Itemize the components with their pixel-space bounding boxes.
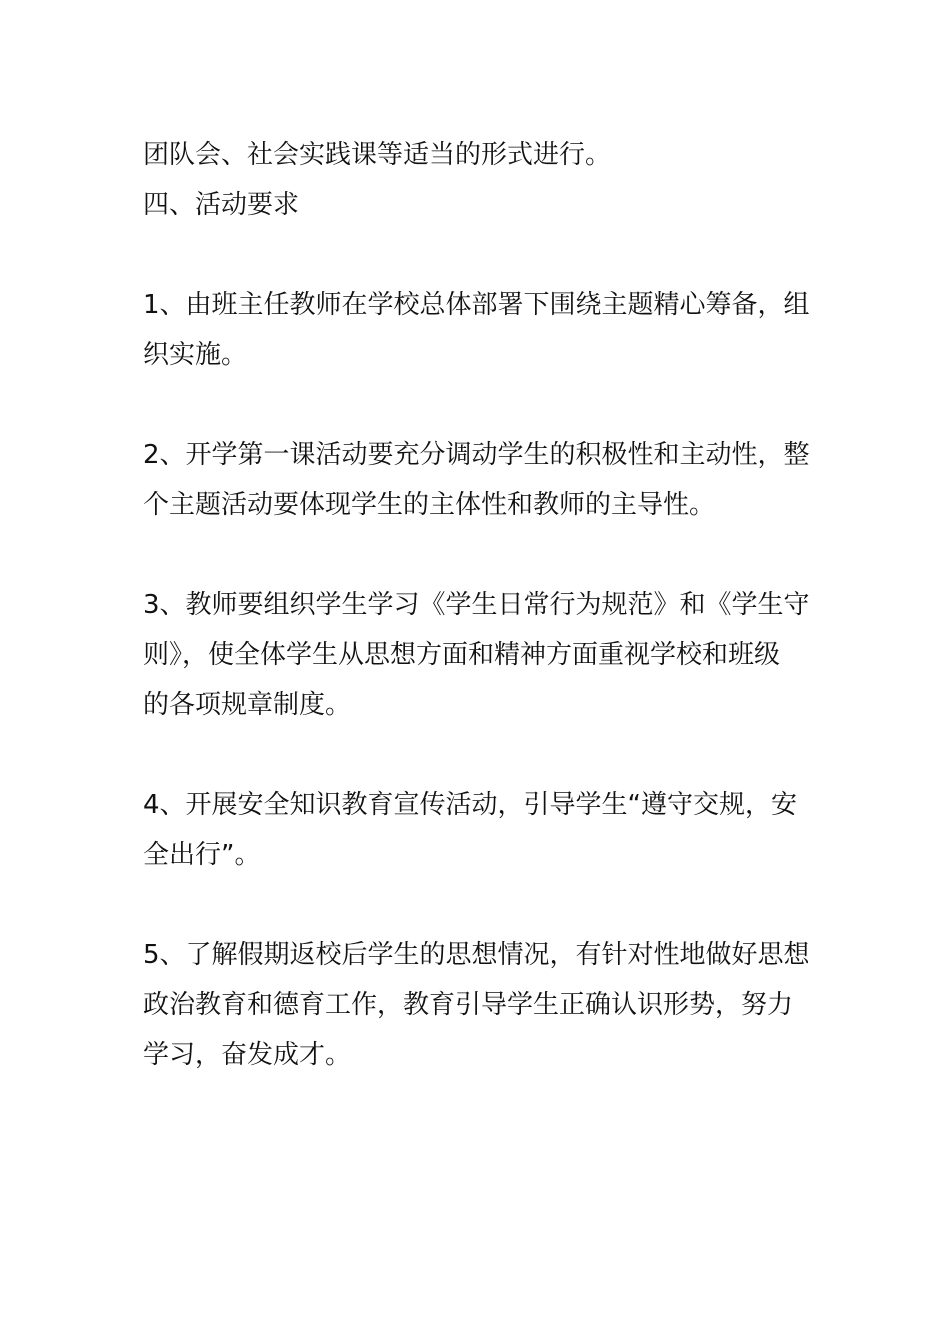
list-item-4-line-1: 4、开展安全知识教育宣传活动，引导学生“遵守交规，安 <box>143 790 798 820</box>
list-item-2-line-1: 2、开学第一课活动要充分调动学生的积极性和主动性，整 <box>143 440 810 470</box>
list-item-1-line-1: 1、由班主任教师在学校总体部署下围绕主题精心筹备，组 <box>143 290 810 320</box>
list-item-1-line-2: 织实施。 <box>143 340 248 370</box>
list-item-1 <box>143 280 813 380</box>
list-item-2-line-2: 个主题活动要体现学生的主体性和教师的主导性。 <box>143 490 716 520</box>
list-item-3-line-2: 则》，使全体学生从思想方面和精神方面重视学校和班级 <box>143 640 781 670</box>
list-item-4 <box>143 780 813 880</box>
list-item-5-line-3: 学习，奋发成才。 <box>143 1040 352 1070</box>
continuation-line: 团队会、社会实践课等适当的形式进行。 <box>143 140 612 170</box>
list-item-4-line-2: 全出行”。 <box>143 840 261 870</box>
list-item-3 <box>143 580 813 730</box>
document-body <box>143 130 813 1080</box>
list-item-2 <box>143 430 813 530</box>
section-heading: 四、活动要求 <box>143 190 300 220</box>
list-item-3-line-1: 3、教师要组织学生学习《学生日常行为规范》和《学生守 <box>143 590 810 620</box>
list-item-5 <box>143 930 813 1080</box>
list-item-3-line-3: 的各项规章制度。 <box>143 690 352 720</box>
list-item-5-line-1: 5、了解假期返校后学生的思想情况，有针对性地做好思想 <box>143 940 810 970</box>
list-item-5-line-2: 政治教育和德育工作，教育引导学生正确认识形势，努力 <box>143 990 794 1020</box>
